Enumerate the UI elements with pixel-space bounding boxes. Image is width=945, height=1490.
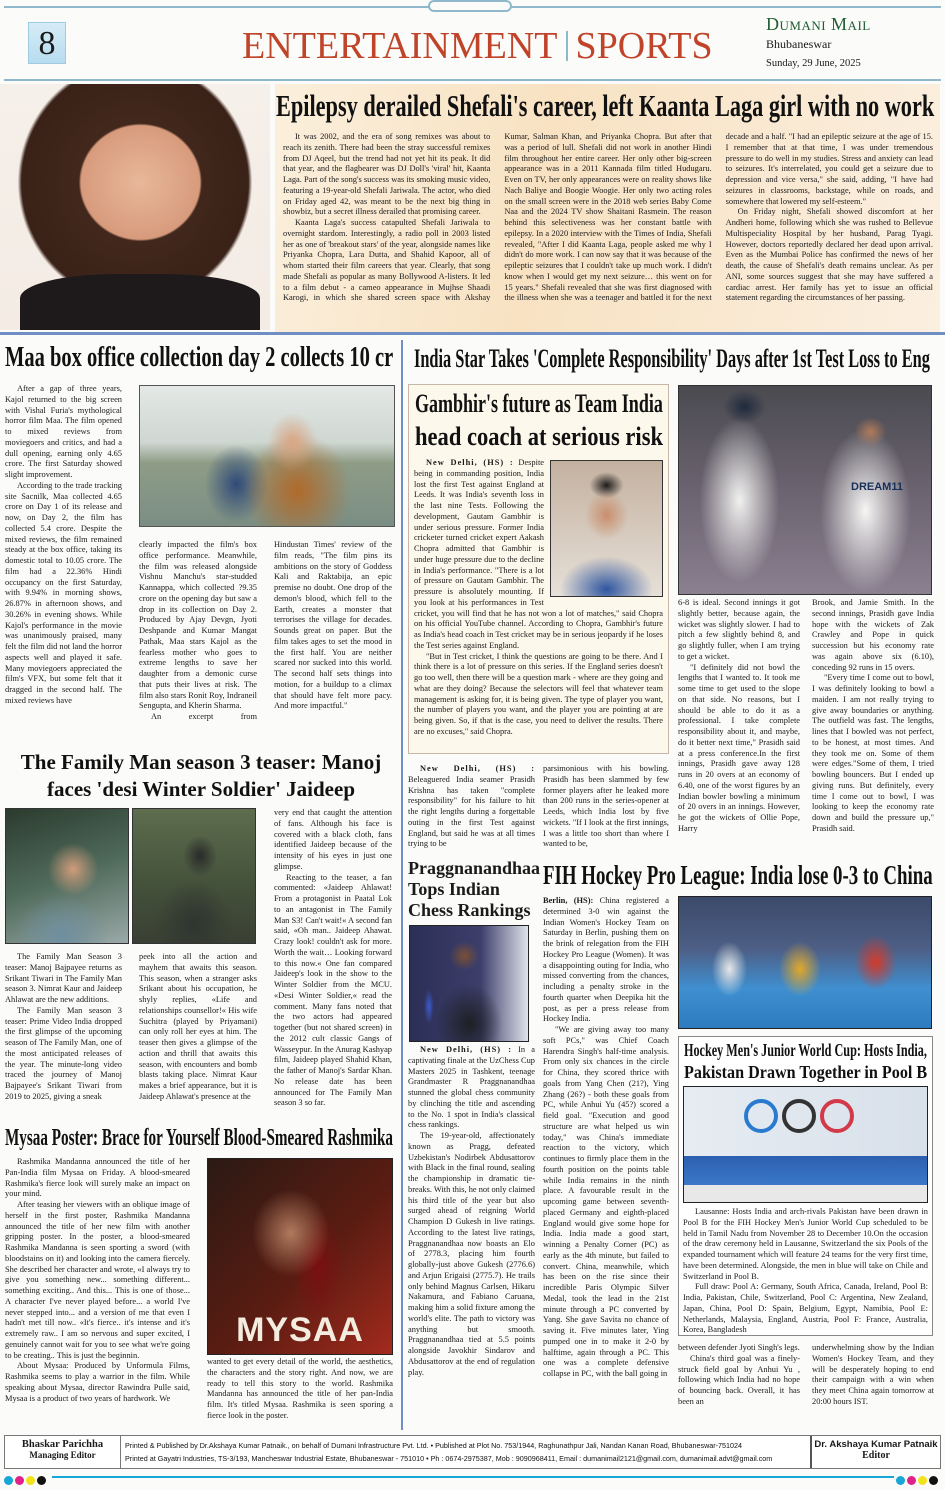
maa-col3: [274, 540, 392, 736]
paragraph: "Every time I come out to bowl, I was definitely looking to bowl a maiden. I am not really trying to give away boundaries or anything. The outfield was fast. The lengths, lines that I bowled was not perfect, to be honest, at most times. And they took me on. Some of them were edges."Some of them, I tried bowling bouncers. But I ended up giving runs. But definitely, every time I come out to bowl, I was looking to keep the economy rate down and build the pressure up," Prasidh said.: [812, 673, 934, 833]
managing-editor: [5, 1436, 121, 1468]
paragraph: between defender Jyoti Singh's legs.: [678, 1343, 800, 1352]
family-man-col2: [139, 952, 257, 1120]
section-entertainment: ENTERTAINMENT: [242, 25, 558, 67]
fih-col2: [678, 1343, 800, 1425]
olympic-rings-icon: [744, 1099, 864, 1139]
family-man-headline-line2: faces 'desi Winter Soldier' Jaideep: [47, 777, 355, 801]
lead-body: [283, 132, 933, 328]
section-sports: SPORTS: [575, 25, 713, 67]
paragraph: China registered a determined 3-0 win against the Indian Women's Hockey Team on Saturday in Berlin, pushing them on the brink of relegation from the FIH Hockey Pro League (Women). It was a disappointing outing for India, who missed converting from the chances, including a penalty stroke in the fourth quarter when Deepika hit the post, as per a press release from Hockey India.: [543, 896, 669, 1024]
manoj-photo: [5, 808, 129, 944]
paragraph: After teasing her viewers with an oblique image of herself in the first poster, Rashmika Mandanna announced the title of her new film with another gripping poster. In the poster, a blood-smeared Rashmika Mandanna is seen sporting a sword (with bloodstains on it) and looking into the camera fiercely. She described her character and wrote, «I always try to give you something new... something different... something exciting.. And this... This is one of those... A character I've never played before... a world I've never stepped into... and a version of me that even I hadn't met till now.. «It's fierce.. it's intense and it's extremely raw.. I am so nervous and super excited, I genuinely cannot wait for you to see what we're going to be creating.. This is just the beginnin.: [5, 1200, 190, 1360]
paragraph: wanted to get every detail of the world, the aesthetics, the characters and the story right. And now, we are ready to tell this story to the world. Rashmika Mandanna has announced the title of her pan-India film. It's titled Mysaa. Rashmika is seen sporing a fierce look in the poster.: [207, 1357, 393, 1420]
gambhir-headline-line2: head coach at serious risk: [414, 422, 663, 451]
paragraph: Brook, and Jamie Smith. In the second innings, Prasidh gave India hope with the wickets of Zak Crawley and Pope in quick succession but his economy rate was again above six (6.10), conceding 92 runs in 15 overs.: [812, 598, 934, 672]
paragraph: In a captivating finale at the UzChess Cup Masters 2025 in Tashkent, teenage Grandmaster R Praggnanandhaa stunned the global chess community by clinching the title and ascending to the No. 1 spot in India's classical chess rankings.: [408, 1045, 535, 1130]
mysaa-col1: [5, 1157, 190, 1425]
family-man-headline-line1: The Family Man season 3 teaser: Manoj: [20, 750, 382, 774]
family-man-col1: [5, 952, 122, 1120]
jersey-sponsor: DREAM11: [851, 481, 903, 493]
paragraph: "We are giving away too many soft PCs," was Chief Coach Harendra Singh's half-time analysis. From only six chances in the circle for China, they scored thrice with goals from Yang Chen (21?), Ying Zhang (26?) - both these goals from PC, while Anhui Yu (45?) scored a field goal. "Execution and good structure are what helped us win today," was China's immediate reaction to the victory, which continues to firmly place them in the fourth position on the points table while India remains in the ninth place. A favourable result in the upcoming game between seventh-placed Germany and eighth-placed England would give some hope for India. India made a good start, winning a Penalty Corner (PC) as early as the 4th minute, but failed to convert. China, meanwhile, which has been on the rise since their incredible Paris Olympic Silver Medal, took the lead in the 21st minute through a PC converted by Yang. She gave Savita no chance of saving it. Five minutes later, Ying pumped one in to make it 2-0 by halftime, again through a PC. This one was a complete defensive collapse in PC, with the ball going in: [543, 1025, 669, 1378]
junior-wc-body: [683, 1207, 928, 1335]
paragraph: About Mysaa: Produced by Unformula Films, Rashmika seems to play a warrior in the film. While speaking about Mysaa, director Rawindra Pulle said, Mysaa is a product of two years of hardwork. We: [5, 1361, 190, 1403]
paragraph: peek into all the action and mayhem that awaits this season. This season, when a stranger asks Srikant about his occupation, he shyly replies, «Life and relationships counsellor!« His wife Suchitra (played by Priyamani) can only roll her eyes at him. The teaser then gives a glimpse of the action and thrill that awaits this season, with encounters and bomb blasts taking place. Nimrat Kaur makes a brief appearance, but it is Jaideep Ahlawat's presence at the: [139, 952, 257, 1101]
registration-line: [52, 1476, 894, 1478]
paragraph: China's third goal was a finely-struck field goal by Anhui Yu , following which India had no hope of bouncing back. Overall, it has been an: [678, 1353, 800, 1406]
shefali-photo: [0, 84, 270, 330]
maa-col1: [5, 384, 122, 736]
paragraph: After a gap of three years, Kajol returned to the big screen with Vishal Furia's mythological horror film Maa. The film opened to mixed reviews from moviegoers and critics, and had a dull opening, earning only 4.65 crore. The first Saturday showed slight improvement.: [5, 384, 122, 479]
paragraph: underwhelming show by the Indian Women's Hockey Team, and they will be desperately hoping to end their campaign with a win when they meet China again tomorrow at 20:00 hours IST.: [812, 1343, 934, 1406]
imprint-line1: Printed & Published by Dr.Akshaya Kumar Patnaik., on behalf of Dumani Infrastructure Pvt. Ltd. • Published at Plot No. 753/1944, Raghunathpur Jali, Nandan Kanan Road, Bhubaneswar-751024: [125, 1441, 743, 1450]
paragraph: Despite being in commanding position, India lost the first Test against England at Leeds. It was India's seventh loss in the last nine Tests. Following the development, Gautam Gambhir is under serious pressure. Former India cricketer turned cricket expert Aakash Chopra admitted that Gambhir is under huge pressure due to the decline in India's performance. "There is a lot of pressure on Gautam Gambhir. The pressure is absolutely mounting. If you look at his performances in Test cricket, you will find that he has not won a lot of matches," said Chopra on his official YouTube channel. According to Chopra, Gambhir's future as India's head coach in Test cricket may be in serious jeopardy if he loses the Test series against England.: [414, 458, 663, 650]
paragraph: The Family Man season 3 teaser: Prime Video India dropped the first glimpse of the upcoming season of The Family Man, one of the most anticipated releases of the year. The minute-long video traced the journey of Manoj Bajpayee's Srikant Tiwari from 2019 to 2025, giving a sneak: [5, 1005, 122, 1101]
paragraph: clearly impacted the film's box office performance. Meanwhile, the film was released alongside Vishnu Manchu's star-studded Kannappa, which collected ?9.35 crore on the opening day but saw a drop in its collection on Day 2. Produced by Ajay Devgn, Jyoti Deshpande and Kumar Mangat Pathak, Maa stars Kajol as the fearless mother who goes to extreme lengths to save her daughter from a demonic curse that puts their lives at risk. The film also stars Ronit Roy, Indraneil Sengupta, and Kherin Sharma.: [139, 540, 257, 711]
lead-paragraph: On Friday night, Shefali showed discomfort at her Andheri home, following which she was rushed to Bellevue Multispeciality Hospital by her husband, Parag Tyagi. However, doctors reportedly declared her dead upon arrival. Even as the Mumbai Police has confirmed the news of her death, the cause of Shefali's death remains unclear. As per ANI, some sources suggest that she may have suffered a cardiac arrest. Her family has yet to issue an official statement regarding the circumstances of her passing.: [725, 207, 933, 303]
gambhir-headline-line1: Gambhir's future as Team India: [414, 389, 663, 418]
maa-col2: [139, 540, 257, 736]
paragraph: Reacting to the teaser, a fan commented: «Jaideep Ahlawat! From a protagonist in Paatal Lok to an antagonist in The Family Man S3! Can't wait!« A second fan said, «Oh man.. Jaideep Ahawat. Crazy look! couldn't ask for more. Worth the wait… Looking forward to this now.« One fan compared Jaideep's look in the show to the Winter Soldier from the MCU. «Desi Winter Soldier,« read the comment. Many fans noted that the two actors had appeared together (but not shared screen) in the 2012 cult classic Gangs of Wasseypur. In the Anurag Kashyap film, Jaideep played Shahid Khan, the father of Manoj's Sardar Khan. No release date has been announced for The Family Man season 3 so far.: [274, 872, 392, 1108]
junior-team-photo: [683, 1086, 928, 1203]
prasidh-col1: [408, 764, 535, 854]
praggnanandhaa-photo: [409, 925, 529, 1042]
prasidh-col3: [678, 598, 800, 854]
paragraph: The 19-year-old, affectionately known as Pragg, defeated Uzbekistan's Nodirbek Abdusattorov with Black in the final round, sealing the championship in dramatic tie-breaks. With this, he not only claimed his third title of the year but also surged ahead of reigning World Champion D Gukesh in live ratings. According to the latest live ratings, Praggnanandhaa now boasts an Elo of 2778.3, placing him fourth globally-just above Gukesh (2776.6) and Arjun Erigaisi (2775.7). He trails only behind Magnus Carlsen, Hikaru Nakamura, and Fabiano Caruana, making him a solid fixture among the world's elite. The path to victory was anything but smooth. Praggnanandhaa tied at 5.5 points alongside Javokhir Sindarov and Abdusattorov at the end of regulation play.: [408, 1131, 535, 1377]
family-man-col3: [274, 808, 392, 1120]
section-divider: [566, 31, 568, 61]
chess-headline: Praggnanandhaa Tops Indian Chess Rankings: [408, 858, 541, 920]
lead-headline: Epilepsy derailed Shefali's career, left Kaanta Laga girl with no work: [276, 88, 935, 123]
fih-dateline: Berlin, (HS):: [543, 896, 594, 905]
paragraph: Hindustan Times' review of the film reads, "The film pins its ambitions on the story of Goddess Kali and Raktabija, an epic premise no doubt. One drop of the demon's blood, which fell to the Earth, creates a monster that terrorises the village for decades. Sounds great on paper. But the film takes ages to set the mood in the first half. You are neither scared nor sucked into this world. The second half sets things into motion, for a buildup to a climax that should have felt more pacy. And more impactful.": [274, 540, 392, 711]
page-number: 8: [28, 22, 66, 64]
chess-body: [408, 1045, 535, 1425]
paragraph: 6-8 is ideal. Second innings it got slightly better, because again, the wicket was slightly slower. I had to pitch a few slightly behind 8, and go slightly fuller, when I am trying to get a wicket.: [678, 598, 800, 661]
cricket-headline: India Star Takes 'Complete Responsibility' Days after 1st Test Loss to Eng: [414, 344, 930, 373]
mysaa-headline: Mysaa Poster: Brace for Yourself Blood-Smeared Rashmika: [5, 1124, 393, 1151]
lead-paragraph: It was 2002, and the era of song remixes was about to reach its zenith. There had been the stray successful remixes from DJ Aqeel, but the trend had not yet hit its peak. It did that year, and the flagbearer was DJ Doll's 'viral' hit, Kaanta Laga. Part of the song's success was its smoking music video, featuring a 19-year-old Shefali Jariwala. The actor, who died on Friday aged 42, was meant to be the next big thing in showbiz, but a secret illness derailed that promising career.: [283, 132, 491, 217]
editor-title: Editor: [862, 1450, 890, 1461]
prasidh-photo: [678, 385, 932, 595]
paragraph: An excerpt from: [151, 712, 257, 721]
footer: [4, 1435, 941, 1469]
section-rule: [0, 332, 945, 335]
fih-headline: FIH Hockey Pro League: India lose 0-3 to China: [543, 860, 933, 890]
paper-name: Dumani Mail: [766, 14, 871, 34]
section-title: [242, 24, 712, 68]
masthead-rule: [4, 79, 941, 81]
gambhir-box: [408, 384, 669, 754]
city: Bhubaneswar: [766, 37, 832, 51]
junior-wc-box: [678, 1036, 933, 1336]
paragraph: "But in Test cricket, I think the questions are going to be there. And I think there is a lot of pressure on this series. If the England series doesn't go too well, then there will be a question mark - where are they going and what are they doing? Because the selectors will feel that whatever team management is asking for, it is being given. The type of player you want, the number of players you want, and the player you are pointing at are being given. So, if that is the case, you need to deliver the results. There are no excuses," said Chopra.: [414, 651, 663, 736]
paragraph: Full draw: Pool A: Germany, South Africa, Canada, Ireland, Pool B: India, Pakistan, Chile, Switzerland, Pool C: Argentina, New Zealand, Japan, China, Pool D: Spain, Belgium, Egypt, Namibia, Pool E: Netherlands, Malaysia, England, Austria, Pool F: France, Australia, Korea, Bangladesh: [683, 1282, 928, 1335]
mysaa-poster: [207, 1158, 393, 1355]
editor: [810, 1436, 940, 1468]
paragraph: According to the trade tracking site Sacnilk, Maa collected 4.65 crore on Day 1 of its release and now, on Day 2, the film has collected 5.4 crore. Despite the mixed reviews, the film remained steady at the box office, taking its domestic total to 10.05 crore. The film had a 22.36% Hindi occupancy on the first Saturday, with 9.94% in morning shows, 26.87% in afternoon shows, and 30.26% in evening shows. While Kajol's performance in the movie was unanimously praised, many felt the film did not land the horror aspects well and played it safe. Many moviegoers appreciated the film's VFX, but some felt that it dragged in the second half. The mixed reviews have: [5, 480, 122, 705]
gambhir-photo: [550, 460, 663, 597]
paragraph: Beleaguered India seamer Prasidh Krishna has taken "complete responsibility" for his failure to hit the right lengths during a forgettable outing in the first Test against England, but said he was at all times trying to be: [408, 774, 535, 849]
jaideep-photo: [132, 808, 256, 944]
gambhir-dateline: New Delhi, (HS) :: [426, 458, 514, 467]
hockey-match-photo: [678, 896, 932, 1029]
imprint: [125, 1439, 805, 1465]
fih-col3: [812, 1343, 934, 1425]
managing-editor-title: Managing Editor: [29, 1450, 96, 1460]
paragraph: parsimonious with his bowling. Prasidh has been slammed by few former players after he leaked more than 200 runs in the series-opener at Leeds, which India lost by five wickets. "If I look at the first innings, I was a little too short than where I wanted to be,: [543, 764, 669, 849]
maa-photo: [139, 385, 395, 527]
managing-editor-name: Bhaskar Parichha: [21, 1439, 104, 1450]
maa-headline: Maa box office collection day 2 collects 10 cr: [5, 342, 394, 373]
chess-dateline: New Delhi, (HS) :: [420, 1045, 512, 1054]
paragraph: very end that caught the attention of fans. Although his face is covered with a black cloth, fans identified Jaideep because of the intensity of his eyes in just one glimpse.: [274, 808, 392, 871]
date: Sunday, 29 June, 2025: [766, 58, 861, 69]
paragraph: Lausanne: Hosts India and arch-rivals Pakistan have been drawn in Pool B for the FIH Hockey Men's Junior World Cup scheduled to be held in Tamil Nadu from November 28 to December 10.On the occasion of the draw ceremony held in Lausanne, Switzerland the six Pools of the expanded tournament which will feature 24 teams for the very first time, have been determined. Alongside, the men in blue will take on Chile and Switzerland in Pool B.: [683, 1207, 928, 1281]
dress: [20, 274, 260, 330]
gambhir-body: [414, 458, 663, 742]
imprint-line2: Printed at Gayatri Industries, TS-3/193, Mancheswar Industrial Estate, Bhubaneswar - 751010 • Ph : 0674-2975387, Mob : 9090968411, Email : dumanimail2121@gmail.com, dumanimail.advt@gmail.com: [125, 1454, 773, 1463]
editor-name: Dr. Akshaya Kumar Patnaik: [814, 1439, 938, 1450]
junior-wc-headline-line2: Pakistan Drawn Together in Pool B: [683, 1062, 928, 1082]
paragraph: Rashmika Mandanna announced the title of her Pan-India film Mysaa on Friday. A blood-smeared Rashmika's fierce look will surely make an impact on your mind.: [5, 1157, 190, 1199]
registration-marks-left: [4, 1472, 48, 1490]
prasidh-col2: [543, 764, 669, 854]
prasidh-dateline: New Delhi, (HS) :: [420, 764, 535, 773]
ornament-icon: [428, 0, 512, 12]
fih-body: [543, 896, 669, 1424]
prasidh-col4: [812, 598, 934, 854]
column-divider: [401, 340, 403, 1430]
registration-marks-right: [896, 1472, 940, 1490]
paragraph: "I definitely did not bowl the lengths that I wanted to. It took me some time to get used to the slope on that side. No reasons, but I should be able to do it as a professional. I take complete responsibility about it, and maybe, do it better next time," Prasidh said at a press conference.In the first innings, Prasidh gave away 128 runs in 20 overs at an economy of 6.40, one of the worst figures by an Indian bowler bowling a minimum of 20 overs in an innings. However, he got the wickets of Ollie Pope, Harry: [678, 662, 800, 833]
paragraph: The Family Man Season 3 teaser: Manoj Bajpayee returns as Srikant Tiwari in The Family Man season 3. Nimrat Kaur and Jaideep Ahlawat are the new additions.: [5, 952, 122, 1004]
mysaa-col2: [207, 1357, 393, 1425]
lead-paragraph: Kaanta Laga's success catapulted Shefali Jariwala to overnight stardom. Interestingly, a radio poll in 2003 listed her as one of 'breakout stars' of the year, alongside names like Priyanka Chopra, Lara Dutta, and Shahid Kapoor, all of whom started their film careers that year. Clearly, that song made Shefali as popular as many Bollywood A-listers. It led to a film debut - a cameo appearance in Mujhse Shaadi Karogi, in which she shared screen space with Akshay Kumar, Salman Khan, and Priyanka Chopra. But after that was a period of lull. Shefali did not work in another Hindi film throughout her entire career. Her only other big-screen appearance was in a 2011 Kannada film titled Hudugaru. Even on TV, her only appearances were on reality shows like Nach Baliye and Boogie Woogie. Her only two acting roles on the small screen were in the 2018 web series Baby Come Naa and the 2024 TV show Shaitani Rasmein. The reason behind this selectiveness was her constant battle with epilepsy. In a 2020 interview with the Times of India, Shefali revealed, "After I did Kaanta Laga, people asked me why I didn't do more work. I can now say that it was because of the epileptic seizures that I couldn't take up much work. I didn't know when I would get my next seizure… this went on for 15 years." Shefali revealed that she was first diagnosed with the illness when she was a teenager and battled it for the next decade and a half. "I had an epileptic seizure at the age of 15. I remember that at that time, I was under tremendous pressure to do well in my studies. Stress and anxiety can lead to seizures. It's interrelated, you could get a seizure due to depression and vice versa," she said, adding, "I have had seizures in classrooms, backstage, while on roads, and somewhere that lowered my self-esteem.": [283, 132, 933, 303]
junior-wc-headline-line1: Hockey Men's Junior World Cup: Hosts India,: [684, 1040, 927, 1060]
mysaa-poster-title: MYSAA: [236, 1311, 364, 1349]
